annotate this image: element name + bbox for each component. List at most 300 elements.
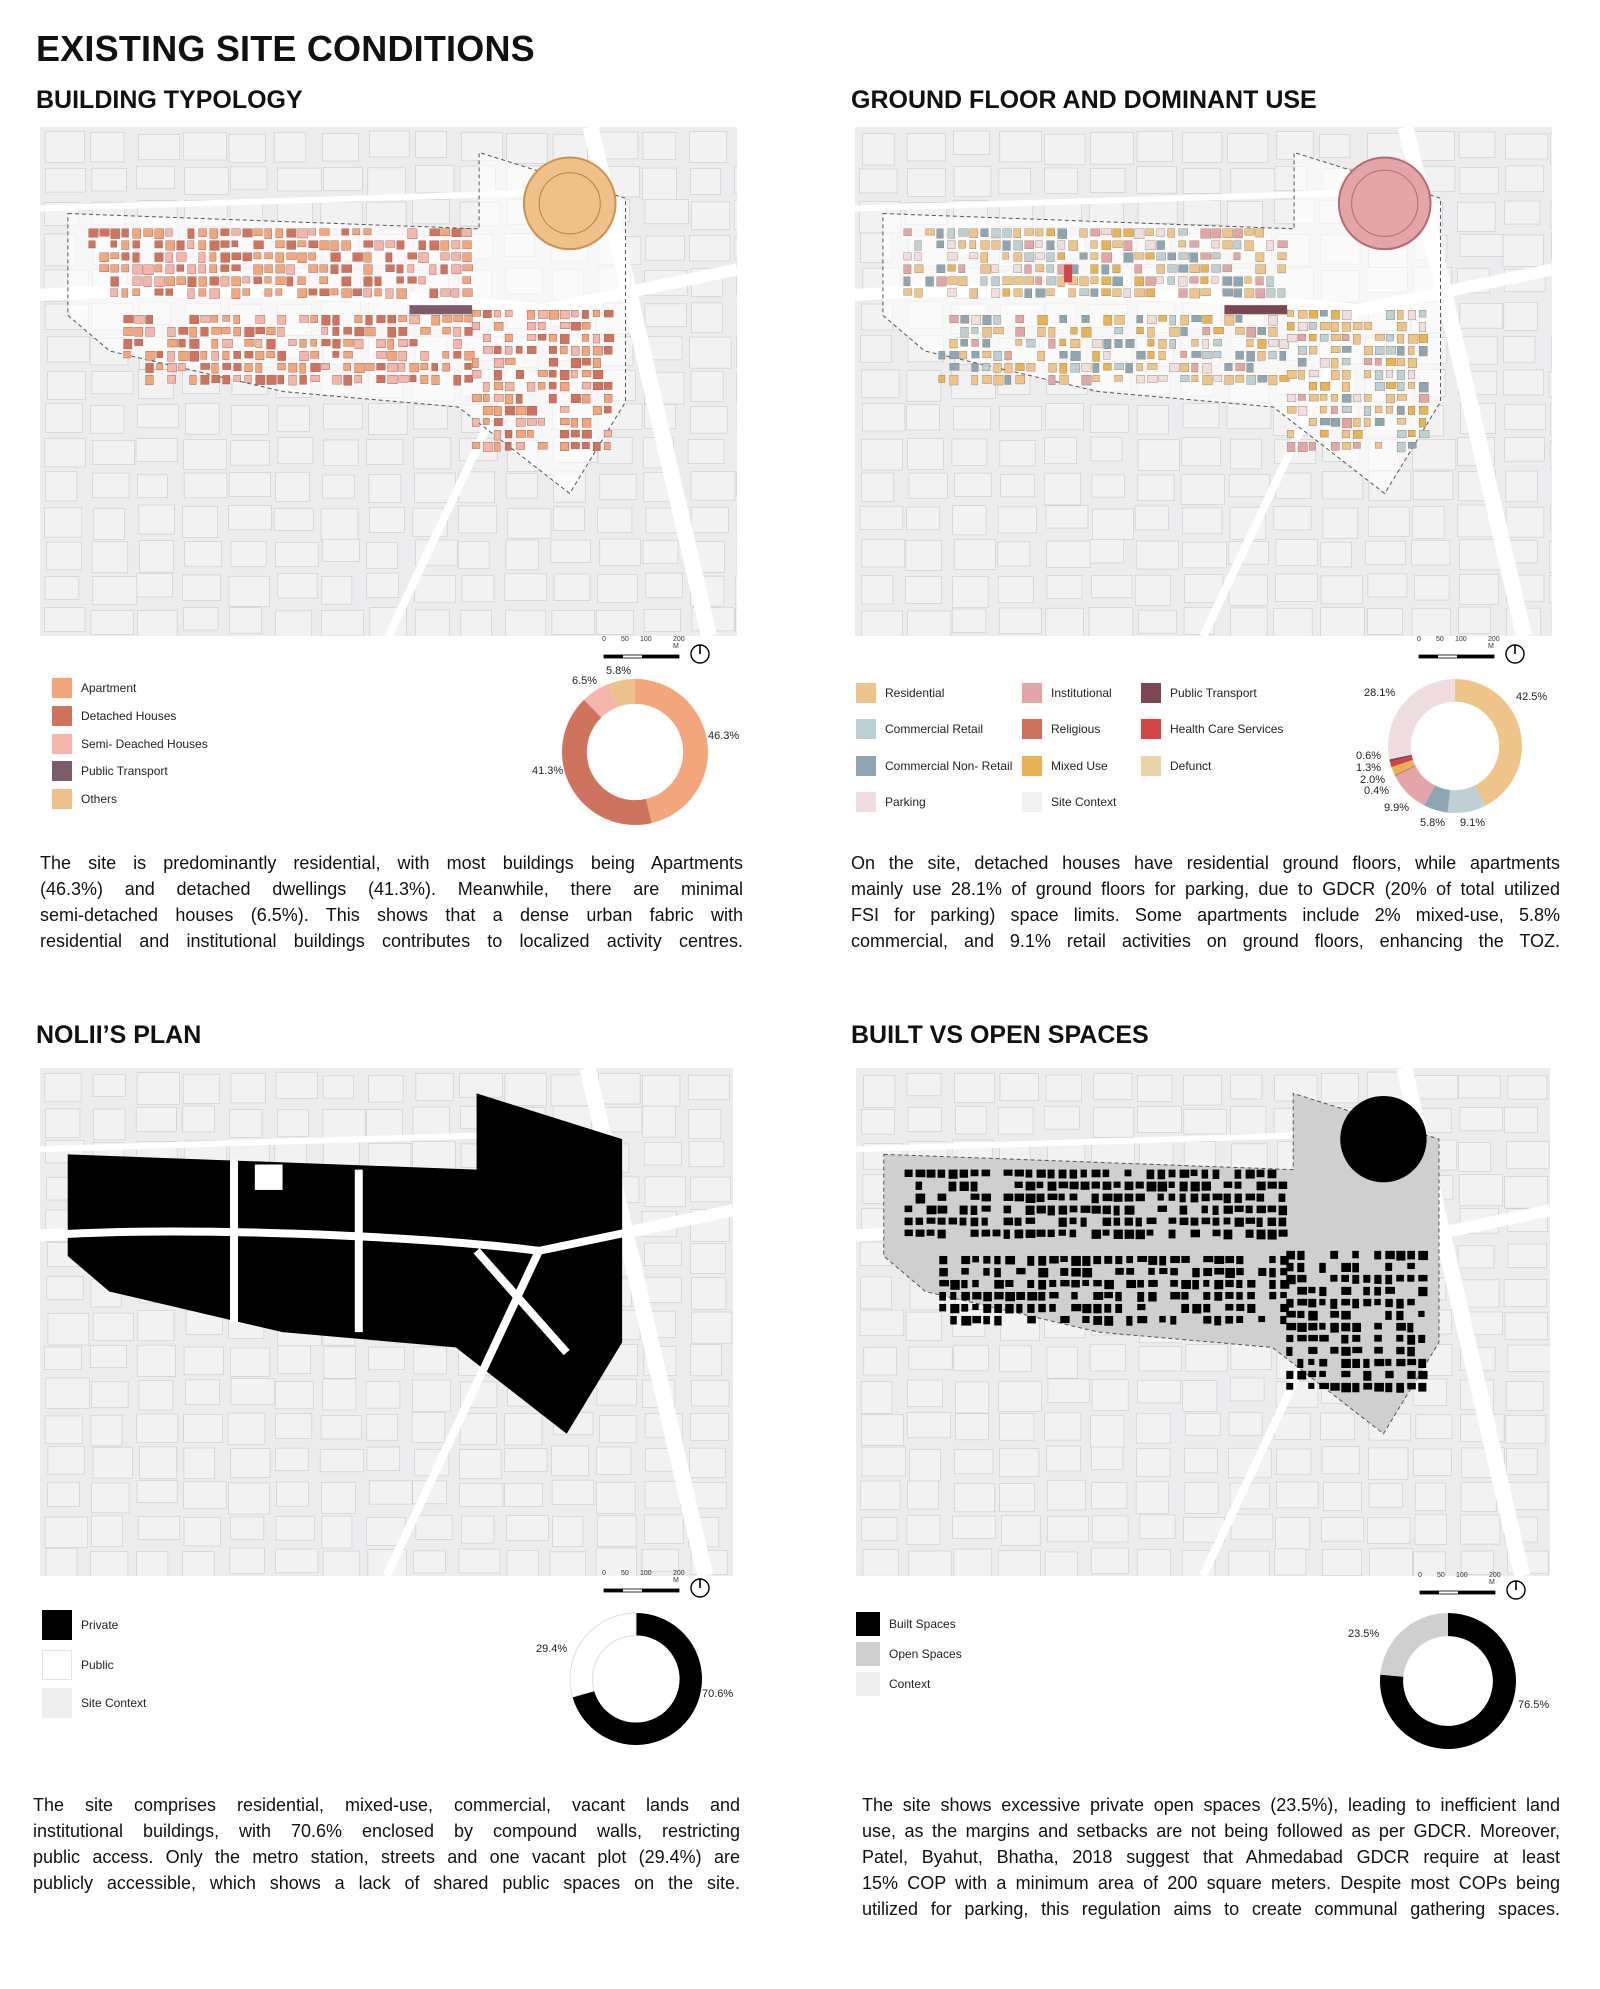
legend-swatch [42, 1650, 72, 1680]
building-footprint [221, 277, 229, 286]
building-footprint [1093, 375, 1100, 381]
building-footprint [1026, 1194, 1036, 1203]
building-footprint [983, 351, 991, 357]
context-parcel [229, 134, 265, 162]
building-footprint [1137, 351, 1146, 359]
building-footprint [961, 339, 968, 346]
context-parcel [230, 1548, 264, 1573]
building-footprint [593, 406, 601, 414]
context-parcel [1231, 1107, 1266, 1135]
building-footprint [432, 375, 440, 384]
building-footprint [375, 241, 384, 250]
building-footprint [1005, 363, 1013, 373]
building-footprint [1115, 1256, 1122, 1264]
building-footprint [210, 241, 219, 251]
building-footprint [388, 339, 394, 349]
building-footprint [1027, 339, 1036, 347]
context-parcel [691, 1312, 732, 1343]
building-footprint [355, 339, 363, 348]
building-footprint [939, 1304, 946, 1311]
building-footprint [983, 327, 992, 337]
building-footprint [981, 277, 987, 286]
building-footprint [276, 265, 285, 273]
building-footprint [527, 346, 536, 353]
building-footprint [1236, 363, 1245, 370]
building-footprint [1246, 1218, 1256, 1224]
context-parcel [863, 1550, 899, 1576]
building-footprint [1192, 315, 1202, 322]
building-footprint [344, 375, 352, 385]
context-parcel [1044, 1106, 1079, 1129]
building-footprint [994, 351, 1002, 360]
building-footprint [983, 1268, 989, 1276]
building-footprint [1147, 1182, 1157, 1192]
context-parcel [1505, 1176, 1548, 1208]
building-footprint [905, 1218, 913, 1226]
context-parcel [1503, 235, 1543, 267]
building-footprint [188, 265, 196, 274]
building-footprint [1180, 1218, 1189, 1225]
building-footprint [1192, 375, 1198, 381]
legend-item-defunct [1141, 756, 1211, 776]
building-footprint [1114, 1194, 1123, 1202]
building-footprint [1397, 430, 1406, 438]
building-footprint [342, 229, 349, 235]
building-footprint [1247, 363, 1254, 372]
context-parcel [691, 472, 735, 501]
building-footprint [386, 265, 395, 272]
building-footprint [1286, 1335, 1293, 1342]
ground-donut-label-public-transport: 0.6% [1356, 750, 1382, 762]
building-footprint [1258, 1268, 1266, 1276]
legend-swatch [52, 734, 72, 754]
building-footprint [1091, 241, 1098, 249]
building-footprint [1308, 1359, 1314, 1365]
building-footprint [981, 253, 988, 262]
building-footprint [483, 406, 493, 415]
building-footprint [1287, 394, 1296, 401]
building-footprint [1224, 1218, 1231, 1225]
scale-bar-fill [1420, 1591, 1439, 1594]
context-parcel [93, 1447, 132, 1478]
building-footprint [1342, 358, 1350, 365]
building-footprint [278, 327, 285, 336]
building-footprint [331, 253, 341, 262]
building-footprint [1025, 277, 1034, 285]
building-footprint [1036, 229, 1043, 236]
building-footprint [366, 363, 375, 370]
building-footprint [1147, 1170, 1155, 1180]
context-parcel [599, 1074, 640, 1104]
building-footprint [1269, 1256, 1275, 1263]
building-footprint [994, 1304, 1002, 1313]
building-footprint [950, 339, 958, 348]
context-parcel [1505, 1416, 1545, 1443]
building-footprint [309, 229, 316, 235]
building-footprint [1126, 339, 1135, 347]
building-footprint [970, 229, 978, 238]
building-footprint [505, 430, 512, 438]
building-footprint [560, 382, 569, 391]
building-footprint [1037, 1206, 1046, 1214]
context-parcel [1000, 1074, 1039, 1101]
context-parcel [862, 1447, 905, 1476]
building-footprint [408, 229, 417, 239]
building-footprint [1047, 277, 1056, 285]
building-footprint [604, 310, 613, 317]
building-footprint [1060, 1256, 1067, 1262]
legend-item-institutional [1022, 683, 1112, 703]
context-parcel [643, 133, 676, 160]
context-parcel [137, 1551, 168, 1576]
building-footprint [1386, 346, 1396, 354]
building-footprint [1181, 327, 1188, 335]
legend-swatch [42, 1688, 72, 1718]
building-footprint [1408, 346, 1414, 354]
building-footprint [1070, 1170, 1078, 1179]
context-parcel [1091, 405, 1129, 433]
building-footprint [1016, 1292, 1025, 1300]
context-parcel [1046, 404, 1084, 430]
building-footprint [1080, 277, 1089, 286]
building-footprint [1201, 229, 1211, 238]
building-footprint [212, 315, 218, 322]
building-footprint [1341, 1371, 1350, 1377]
context-parcel [1321, 608, 1365, 636]
context-parcel [1460, 167, 1499, 193]
legend-item-religious [1022, 719, 1100, 739]
context-parcel [1044, 134, 1085, 165]
building-footprint [1181, 363, 1189, 371]
building-footprint [1137, 363, 1143, 370]
building-footprint [1341, 1383, 1351, 1392]
building-footprint [1385, 1311, 1391, 1320]
context-parcel [645, 1243, 682, 1266]
building-footprint [960, 1206, 968, 1215]
context-parcel [643, 541, 678, 564]
context-parcel [1136, 1482, 1168, 1514]
context-parcel [1046, 1075, 1082, 1101]
context-parcel [368, 168, 406, 197]
building-footprint [1298, 334, 1306, 341]
context-parcel [861, 335, 892, 362]
building-footprint [905, 1206, 913, 1213]
building-footprint [1181, 1292, 1188, 1300]
building-footprint [905, 1170, 913, 1177]
context-parcel [369, 1481, 412, 1504]
building-footprint [1375, 418, 1384, 425]
built-open-description [862, 1792, 1560, 1922]
building-footprint [1375, 442, 1381, 448]
building-footprint [166, 253, 173, 263]
building-footprint [1060, 1280, 1069, 1286]
context-parcel [138, 370, 173, 399]
building-footprint [1179, 241, 1186, 247]
building-footprint [939, 1256, 947, 1264]
context-parcel [1457, 202, 1495, 231]
context-parcel [862, 611, 903, 636]
built-donut-label-open: 23.5% [1348, 1628, 1380, 1640]
building-footprint [1320, 382, 1330, 390]
building-footprint [1203, 1316, 1211, 1324]
building-footprint [1136, 1194, 1145, 1202]
building-footprint [1286, 1383, 1293, 1390]
context-parcel [645, 1177, 686, 1207]
context-parcel [90, 1551, 128, 1576]
building-footprint [232, 253, 241, 260]
building-footprint [1168, 277, 1175, 285]
building-footprint [1396, 1359, 1405, 1366]
building-footprint [950, 1292, 956, 1300]
building-footprint [1213, 1194, 1223, 1201]
building-footprint [1147, 1218, 1157, 1224]
context-parcel [1229, 1551, 1269, 1576]
building-footprint [1081, 1170, 1087, 1178]
building-footprint [582, 322, 590, 329]
building-footprint [1103, 1170, 1110, 1178]
building-footprint [1396, 1311, 1403, 1320]
donut-segment-8 [1388, 679, 1455, 759]
building-footprint [994, 375, 1003, 385]
building-footprint [166, 229, 173, 236]
building-footprint [287, 253, 297, 260]
building-footprint [133, 289, 140, 296]
building-footprint [472, 418, 479, 426]
context-parcel [1369, 1483, 1402, 1507]
building-footprint [472, 394, 481, 402]
building-footprint [1341, 1275, 1349, 1282]
building-footprint [961, 1304, 968, 1312]
building-footprint [111, 241, 117, 248]
building-footprint [265, 289, 272, 296]
building-footprint [1048, 1230, 1055, 1237]
building-footprint [1214, 375, 1222, 381]
building-footprint [199, 277, 207, 287]
context-parcel [183, 133, 226, 160]
building-footprint [441, 229, 450, 236]
context-parcel [600, 1416, 637, 1443]
context-parcel [736, 473, 737, 495]
building-footprint [1320, 394, 1327, 400]
building-footprint [1397, 358, 1405, 365]
building-footprint [1082, 375, 1092, 385]
building-footprint [950, 375, 958, 385]
building-footprint [287, 277, 293, 286]
building-footprint [971, 1206, 978, 1215]
context-parcel [184, 1517, 221, 1546]
context-parcel [1136, 541, 1179, 569]
context-parcel [45, 404, 82, 433]
building-footprint [1374, 1335, 1382, 1342]
context-parcel [91, 1483, 129, 1513]
building-footprint [1071, 1304, 1081, 1311]
building-footprint [1331, 310, 1339, 319]
building-footprint [1191, 1170, 1198, 1176]
building-footprint [1342, 442, 1351, 449]
building-footprint [1058, 229, 1067, 239]
context-parcel [552, 1480, 594, 1505]
building-footprint [549, 358, 558, 366]
context-parcel [230, 1517, 264, 1539]
building-footprint [267, 375, 277, 384]
ground-donut-label-residential: 42.5% [1516, 691, 1548, 703]
built-line-1: The site shows excessive private open spaces (23.5%), leading to inefficient land [862, 1795, 1560, 1815]
building-footprint [256, 375, 265, 384]
building-footprint [915, 253, 921, 261]
context-parcel [692, 1278, 726, 1310]
legend-swatch [1022, 792, 1042, 812]
building-footprint [1236, 327, 1245, 334]
building-footprint [1168, 253, 1176, 260]
context-parcel [1365, 541, 1405, 564]
building-footprint [1298, 406, 1307, 415]
building-footprint [1364, 394, 1371, 401]
building-footprint [1385, 1287, 1395, 1294]
built-line-4: 15% COP with a minimum area of 200 square meters. Despite most COPs being [862, 1873, 1560, 1893]
building-footprint [1036, 289, 1046, 297]
context-parcel [48, 337, 90, 362]
building-footprint [937, 241, 944, 248]
building-footprint [232, 265, 241, 271]
legend-label: Context [889, 1677, 931, 1691]
building-footprint [333, 375, 342, 384]
building-footprint [1256, 229, 1264, 237]
building-footprint [1181, 1304, 1189, 1313]
building-footprint [1375, 346, 1384, 355]
context-parcel [862, 576, 893, 604]
building-footprint [1091, 265, 1098, 274]
building-footprint [410, 363, 419, 372]
donut-segment-1 [1380, 1613, 1448, 1677]
legend-item-apartment [52, 678, 136, 698]
context-parcel [1181, 474, 1224, 504]
building-footprint [1060, 363, 1067, 373]
building-footprint [1180, 1206, 1188, 1215]
building-footprint [1297, 1287, 1307, 1295]
context-parcel [139, 1381, 173, 1410]
legend-swatch [856, 1672, 880, 1696]
building-footprint [366, 327, 376, 336]
context-parcel [1507, 1142, 1549, 1169]
context-parcel [47, 1482, 79, 1506]
context-parcel [1000, 1414, 1034, 1441]
building-footprint [300, 339, 307, 347]
building-footprint [1352, 1323, 1361, 1332]
building-footprint [1082, 1256, 1090, 1266]
building-footprint [388, 315, 396, 323]
context-parcel [1230, 1378, 1264, 1401]
building-footprint [210, 289, 220, 299]
building-footprint [1341, 1287, 1351, 1295]
building-footprint [1213, 1206, 1219, 1215]
building-footprint [971, 1194, 980, 1200]
building-footprint [1319, 1335, 1328, 1342]
building-footprint [1297, 1359, 1303, 1368]
building-footprint [1280, 1268, 1287, 1275]
building-footprint [364, 241, 373, 247]
context-parcel [1137, 131, 1173, 161]
building-footprint [133, 241, 140, 248]
building-footprint [322, 315, 330, 325]
context-parcel [1458, 1143, 1490, 1172]
context-parcel [94, 1109, 126, 1140]
building-footprint [1159, 1256, 1166, 1266]
building-footprint [1071, 1256, 1081, 1266]
context-parcel [860, 506, 903, 529]
building-footprint [1234, 229, 1243, 238]
building-footprint [1396, 1347, 1404, 1354]
building-footprint [1092, 1182, 1100, 1189]
building-footprint [1245, 229, 1255, 236]
context-parcel [998, 1550, 1040, 1576]
building-footprint [1214, 351, 1221, 357]
building-footprint [549, 370, 556, 377]
building-footprint [1298, 310, 1307, 318]
building-footprint [1286, 1323, 1296, 1330]
context-parcel [1092, 1379, 1128, 1410]
building-footprint [1048, 1182, 1057, 1191]
building-footprint [1224, 1182, 1233, 1188]
building-footprint [1091, 229, 1100, 236]
building-footprint [505, 358, 515, 364]
context-parcel [908, 1481, 939, 1509]
building-footprint [582, 370, 591, 377]
context-parcel [861, 1517, 897, 1540]
page-title: EXISTING SITE CONDITIONS [36, 28, 535, 69]
context-parcel [138, 134, 179, 159]
building-footprint [1214, 1280, 1223, 1289]
building-footprint [1203, 1304, 1210, 1312]
building-footprint [937, 229, 944, 238]
context-parcel [1047, 576, 1082, 599]
context-parcel [1001, 474, 1035, 496]
building-footprint [560, 370, 569, 380]
legend-swatch [856, 792, 876, 812]
building-footprint [560, 322, 570, 329]
map-graphic [40, 127, 737, 636]
building-footprint [950, 363, 959, 370]
building-footprint [1386, 370, 1393, 377]
building-footprint [1146, 277, 1156, 286]
building-footprint [212, 363, 219, 373]
building-footprint [179, 351, 189, 360]
context-parcel [862, 439, 903, 470]
context-parcel [278, 1110, 309, 1137]
building-footprint [949, 1218, 957, 1225]
building-footprint [300, 351, 309, 360]
building-footprint [1203, 1292, 1210, 1300]
legend-swatch [52, 678, 72, 698]
context-parcel [907, 169, 945, 197]
context-parcel [1460, 1108, 1503, 1131]
building-footprint [1236, 1316, 1243, 1323]
building-footprint [1190, 289, 1200, 298]
context-parcel [182, 1552, 214, 1576]
building-footprint [298, 277, 306, 285]
building-footprint [463, 289, 473, 297]
building-footprint [582, 346, 589, 355]
building-footprint [300, 315, 309, 322]
context-parcel [1551, 134, 1552, 165]
building-footprint [267, 327, 276, 334]
context-parcel [1184, 1109, 1227, 1134]
context-parcel [1139, 1346, 1182, 1371]
building-footprint [971, 1182, 978, 1192]
building-footprint [1136, 1218, 1142, 1227]
building-footprint [188, 277, 196, 287]
context-parcel [506, 134, 547, 164]
building-footprint [1286, 1371, 1293, 1379]
